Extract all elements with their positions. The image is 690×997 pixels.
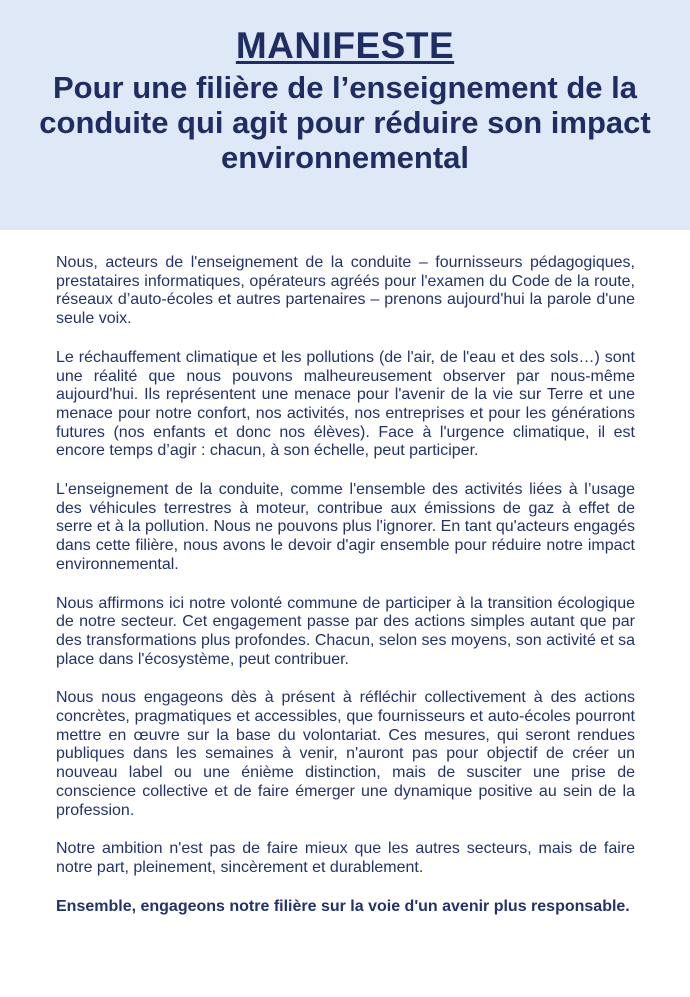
closing-statement: Ensemble, engageons notre filière sur la voie d'un avenir plus responsable.	[56, 897, 630, 915]
paragraph-intro: Nous, acteurs de l'enseignement de la conduite – fournisseurs pédagogiques, prestataires informatiques, opérateurs agréés pour l'examen du Code de la route, réseaux d’auto-écoles et autres partenaires – prenons aujourd'hui la parole d'une seule voix.	[56, 254, 635, 328]
paragraph-driving-emissions: L'enseignement de la conduite, comme l'ensemble des activités liées à l’usage des véhicules terrestres à moteur, contribue aux émissions de gaz à effet de serre et à la pollution. Nous ne pouvons plus l'ignorer. En tant qu'acteurs engagés dans cette filière, nous avons le devoir d'agir ensemble pour réduire notre impact environnemental.	[56, 481, 635, 573]
paragraph-commitment: Nous nous engageons dès à présent à réfléchir collectivement à des actions concrètes, pragmatiques et accessibles, que fournisseurs et auto-écoles pourront mettre en œuvre sur la base du volontariat. Ces mesures, qui seront rendues publiques dans les semaines à venir, n'auront pas pour objectif de créer un nouveau label ou une énième distinction, mais de susciter une prise de conscience collective et de faire émerger une dynamique positive au sein de la profession.	[56, 689, 635, 819]
paragraph-transition: Nous affirmons ici notre volonté commune de participer à la transition écologique de notre secteur. Cet engagement passe par des actions simples autant que par des transformations plus profondes. Chacun, selon ses moyens, son activité et sa place dans l'écosystème, peut contribuer.	[56, 594, 635, 668]
paragraph-climate: Le réchauffement climatique et les pollutions (de l'air, de l'eau et des sols…) sont une réalité que nous pouvons malheureusement observer par nous-même aujourd'hui. Ils représentent une menace pour l'avenir de la vie sur Terre et une menace pour notre confort, nos activités, nos entreprises et pour les générations futures (nos enfants et donc nos élèves). Face à l'urgence climatique, il est encore temps d’agir : chacun, à son échelle, peut participer.	[56, 348, 635, 460]
manifesto-header	[0, 0, 690, 230]
page-subtitle: Pour une filière de l’enseignement de la conduite qui agit pour réduire son impact environnemental	[39, 70, 651, 175]
paragraph-ambition: Notre ambition n'est pas de faire mieux que les autres secteurs, mais de faire notre part, pleinement, sincèrement et durablement.	[56, 840, 635, 876]
manifesto-body	[0, 230, 690, 916]
page-title: MANIFESTE	[235, 25, 455, 66]
